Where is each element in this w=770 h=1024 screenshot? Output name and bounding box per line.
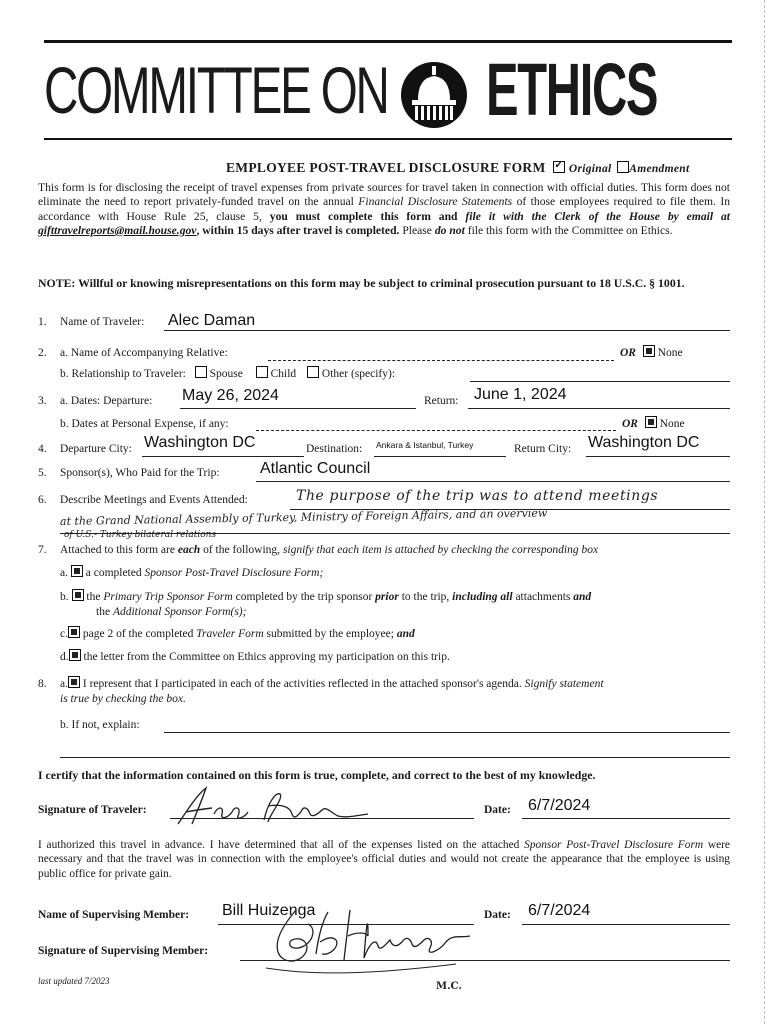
item-1	[38, 314, 144, 330]
item-7c-checkbox[interactable]	[68, 626, 80, 638]
item-letter: b.	[60, 591, 69, 603]
item-number: 2.	[38, 347, 47, 359]
item-7b-text: the	[96, 606, 113, 618]
header-top-rule	[44, 40, 732, 43]
item-7-text: Attached to this form are	[60, 544, 178, 556]
spouse-checkbox[interactable]	[195, 366, 207, 378]
item-5	[38, 465, 220, 481]
item-3b: b. Dates at Personal Expense, if any:	[60, 418, 229, 430]
spouse-label: Spouse	[209, 368, 243, 380]
supervisor-date-field[interactable]: 6/7/2024	[528, 902, 591, 919]
original-checkbox[interactable]	[553, 161, 565, 173]
destination-label: Destination:	[306, 443, 363, 455]
sponsor-line	[256, 481, 730, 482]
other-label: Other (specify):	[321, 368, 396, 380]
item-7b-including: including all	[452, 591, 513, 603]
sponsor-field[interactable]: Atlantic Council	[260, 460, 371, 477]
item-7b-checkbox[interactable]	[72, 589, 84, 601]
return-city-label: Return City:	[514, 443, 572, 455]
departure-city-line	[142, 456, 304, 457]
page-edge	[764, 0, 766, 1024]
item-7b-form: Primary Trip Sponsor Form	[103, 591, 233, 603]
supervisor-signature[interactable]	[256, 902, 486, 982]
destination-line	[374, 456, 506, 457]
meetings-handwritten-1[interactable]: The purpose of the trip was to attend meetings	[296, 488, 659, 504]
item-7a	[60, 565, 323, 581]
traveler-signature-label: Signature of Traveler:	[38, 804, 147, 816]
mc-initials: M.C.	[436, 981, 462, 992]
relative-none-option	[620, 345, 683, 361]
note-warning: NOTE: Willful or knowing misrepresentations on this form may be subject to criminal prosecution pursuant to 18 U.S.C. § 1001.	[38, 276, 685, 290]
traveler-date-line	[522, 818, 730, 819]
capitol-dome-icon	[398, 60, 470, 130]
return-label: Return:	[424, 395, 459, 407]
item-8b-label: b. If not, explain:	[60, 719, 140, 731]
item-7	[38, 542, 598, 558]
meetings-label: Describe Meetings and Events Attended:	[60, 494, 248, 506]
meetings-handwritten-2[interactable]: at the Grand National Assembly of Turkey, Ministry of Foreign Affairs, and an overview	[59, 506, 548, 528]
item-letter: a.	[60, 567, 68, 579]
supervisor-name-field[interactable]: Bill Huizenga	[222, 902, 316, 919]
supervisor-date-line	[522, 924, 730, 925]
intro-tail: file this form with the Committee on Ethics.	[464, 223, 673, 237]
supervisor-name-label: Name of Supervising Member:	[38, 909, 190, 921]
traveler-name-line	[164, 330, 730, 331]
item-8a-instruction: Signify statement	[524, 678, 604, 690]
item-7d-checkbox[interactable]	[69, 649, 81, 661]
authorization-paragraph	[38, 838, 730, 881]
item-6	[38, 492, 248, 508]
departure-date-field[interactable]: May 26, 2024	[182, 387, 279, 404]
departure-date-line	[180, 408, 416, 409]
item-letter: a.	[60, 678, 68, 690]
traveler-name-label: Name of Traveler:	[60, 316, 145, 328]
child-checkbox[interactable]	[256, 366, 268, 378]
item-7c-form: Traveler Form	[196, 628, 264, 640]
item-7-each: each	[177, 544, 201, 556]
item-7d	[60, 649, 450, 665]
relative-name-line[interactable]	[268, 360, 614, 361]
intro-file-it: file it with the Clerk of the House by email at	[465, 209, 731, 223]
amendment-label: Amendment	[629, 163, 690, 175]
certification-statement: I certify that the information contained on this form is true, complete, and correct to the best of my knowledge.	[38, 768, 596, 782]
none-label: None	[657, 347, 683, 359]
authorization-text: I authorized this travel in advance. I have determined that all of the expenses listed on the attached	[38, 839, 525, 851]
other-checkbox[interactable]	[307, 366, 319, 378]
item-7c-and: and	[396, 628, 415, 640]
intro-text-2: of those employees required to file them. In accordance with House Rule 25, clause 5,	[38, 195, 730, 223]
return-date-field[interactable]: June 1, 2024	[474, 386, 567, 403]
traveler-signature[interactable]	[172, 784, 372, 828]
authorization-form: Sponsor Post-Travel Disclosure Form	[524, 839, 704, 851]
intro-email-link[interactable]: gifttravelreports@mail.house.gov	[38, 223, 197, 237]
intro-fds: Financial Disclosure Statements	[358, 195, 513, 209]
personal-dates-line[interactable]	[256, 430, 616, 431]
supervisor-date-label: Date:	[484, 909, 511, 921]
item-7b-cont	[96, 604, 246, 620]
item-7a-text: a completed	[85, 567, 145, 579]
explain-line-1[interactable]	[164, 732, 730, 733]
item-8a-text: I represent that I participated in each of the activities reflected in the attached sponsor's agenda.	[82, 678, 525, 690]
intro-paragraph	[38, 181, 730, 238]
item-8a-checkbox[interactable]	[68, 676, 80, 688]
intro-do-not: do not	[434, 223, 465, 237]
child-label: Child	[270, 368, 297, 380]
header-bottom-rule	[44, 138, 732, 140]
original-label: Original	[568, 163, 612, 175]
relative-name-label: a. Name of Accompanying Relative:	[60, 347, 228, 359]
return-city-line	[586, 456, 730, 457]
item-3a	[38, 393, 152, 409]
explain-line-2[interactable]	[60, 757, 730, 758]
traveler-name-field[interactable]: Alec Daman	[168, 312, 256, 329]
meetings-handwritten-3[interactable]: of U.S.- Turkey bilateral relations	[64, 530, 217, 540]
logo-ethics: ETHICS	[486, 48, 658, 131]
relationship-label: b. Relationship to Traveler:	[60, 368, 186, 380]
item-2b	[60, 366, 395, 382]
return-date-line	[468, 408, 730, 409]
item-letter: c.	[60, 628, 68, 640]
item-7c	[60, 626, 415, 642]
personal-none-option	[622, 416, 685, 432]
item-7-instruction: signify that each item is attached by checking the corresponding box	[282, 544, 599, 556]
supervisor-signature-label: Signature of Supervising Member:	[38, 945, 209, 957]
departure-city-label: Departure City:	[60, 443, 132, 455]
item-number: 3.	[38, 395, 47, 407]
other-specify-line[interactable]	[470, 381, 730, 382]
personal-none-checkbox[interactable]	[645, 416, 657, 428]
item-7d-text: the letter from the Committee on Ethics approving my participation on this trip.	[83, 651, 450, 663]
none-label: None	[659, 418, 685, 430]
item-number: 8.	[38, 678, 47, 690]
item-7b-text: the	[86, 591, 104, 603]
traveler-date-label: Date:	[484, 804, 511, 816]
item-7b-prior: prior	[375, 591, 399, 603]
item-8a-instruction-cont: is true by checking the box.	[60, 693, 186, 705]
item-number: 6.	[38, 494, 47, 506]
item-8a	[38, 676, 604, 692]
item-7a-checkbox[interactable]	[71, 565, 83, 577]
intro-text-1: This form is for disclosing the receipt of travel expenses from private sources for travel taken in connection with official duties. This form does not eliminate the need to report privately-funded travel on the annual	[38, 181, 730, 209]
logo-committee-on: COMMITTEE ON	[44, 53, 388, 127]
item-number: 1.	[38, 316, 47, 328]
item-7b-text: to the trip,	[398, 591, 453, 603]
return-city-field[interactable]: Washington DC	[588, 434, 700, 451]
item-7b-text: attachments	[512, 591, 574, 603]
authorization-text: were necessary and that the travel was in connection with the employee's official duties and would not create the appearance that the employee is using public office for private gain.	[38, 839, 730, 880]
departure-city-field[interactable]: Washington DC	[144, 434, 256, 451]
item-number: 7.	[38, 544, 47, 556]
or-label: OR	[622, 418, 638, 430]
item-7b-text: completed by the trip sponsor	[232, 591, 376, 603]
item-7b	[60, 589, 591, 605]
intro-within: , within 15 days after travel is completed.	[196, 223, 400, 237]
amendment-checkbox[interactable]	[617, 161, 629, 173]
item-7b-additional: Additional Sponsor Form(s);	[112, 606, 247, 618]
dates-label: a. Dates: Departure:	[60, 395, 153, 407]
sponsor-label: Sponsor(s), Who Paid for the Trip:	[60, 467, 220, 479]
or-label: OR	[620, 347, 636, 359]
item-7b-and: and	[573, 591, 592, 603]
item-7a-form: Sponsor Post-Travel Disclosure Form;	[144, 567, 324, 579]
item-7c-text: submitted by the employee;	[263, 628, 397, 640]
intro-please: Please	[399, 223, 435, 237]
item-4	[38, 441, 132, 457]
item-letter: d.	[60, 651, 69, 663]
item-2a	[38, 345, 228, 361]
item-7c-text: page 2 of the completed	[82, 628, 197, 640]
form-title-text: EMPLOYEE POST-TRAVEL DISCLOSURE FORM	[226, 160, 546, 175]
relative-none-checkbox[interactable]	[643, 345, 655, 357]
form-title	[226, 160, 689, 176]
item-number: 4.	[38, 443, 47, 455]
traveler-date-field[interactable]: 6/7/2024	[528, 797, 591, 814]
footer-last-updated: last updated 7/2023	[38, 976, 110, 986]
item-number: 5.	[38, 467, 47, 479]
intro-must: you must complete this form and	[269, 209, 466, 223]
destination-field[interactable]: Ankara & Istanbul, Turkey	[376, 440, 474, 450]
item-7-text: of the following,	[200, 544, 283, 556]
